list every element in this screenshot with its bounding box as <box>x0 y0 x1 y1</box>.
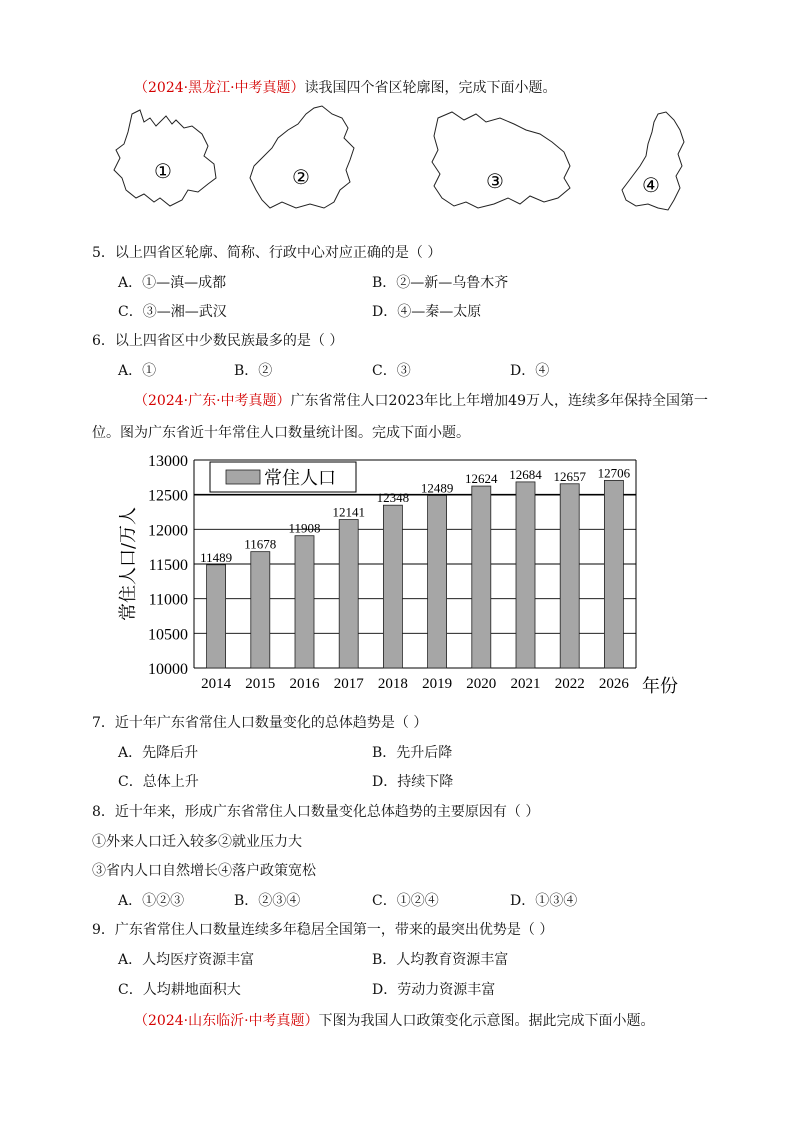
bar <box>472 486 491 668</box>
intro-text: 读我国四个省区轮廓图，完成下面小题。 <box>304 80 557 96</box>
y-tick-label: 12500 <box>148 487 188 505</box>
y-tick-label: 11500 <box>148 557 188 574</box>
q6-option-a[interactable]: A．① <box>118 363 157 379</box>
q5-option-c[interactable]: C．③—湘—武汉 <box>118 304 227 320</box>
legend-swatch <box>226 470 260 484</box>
map-label-2: ② <box>292 165 310 189</box>
intro-3 <box>134 1011 655 1031</box>
map-label-1: ① <box>154 159 172 183</box>
intro-text: 广东省常住人口2023年比上年增加49万人，连续多年保持全国第一 <box>290 393 708 409</box>
bar <box>383 505 402 668</box>
population-bar-chart <box>108 446 688 696</box>
bar <box>560 484 579 668</box>
bar <box>516 482 535 668</box>
q5-option-b[interactable]: B．②—新—乌鲁木齐 <box>372 275 509 291</box>
province-map-1 <box>110 108 220 208</box>
x-tick-label: 2022 <box>554 676 585 692</box>
legend-label: 常住人口 <box>264 468 336 489</box>
y-axis-label: 常住人口/万人 <box>118 506 139 622</box>
x-tick-label: 2026 <box>598 676 629 692</box>
question-6-stem: 6．以上四省区中少数民族最多的是（ ） <box>92 333 344 349</box>
y-tick-label: 12000 <box>148 522 188 540</box>
y-tick-label: 10500 <box>148 626 188 644</box>
bar-data-label: 12657 <box>553 468 586 484</box>
intro-text: 下图为我国人口政策变化示意图。据此完成下面小题。 <box>318 1013 655 1029</box>
x-tick-label: 2021 <box>510 676 541 692</box>
q9-option-b[interactable]: B．人均教育资源丰富 <box>372 952 509 968</box>
q5-option-a[interactable]: A．①—滇—成都 <box>118 275 227 291</box>
province-map-3 <box>430 108 574 214</box>
bar-data-label: 11489 <box>200 549 233 565</box>
q9-option-c[interactable]: C．人均耕地面积大 <box>118 982 241 998</box>
question-9-stem: 9．广东省常住人口数量连续多年稳居全国第一，带来的最突出优势是（ ） <box>92 922 554 938</box>
question-8-stem: 8．近十年来，形成广东省常住人口数量变化总体趋势的主要原因有（ ） <box>92 804 540 820</box>
q7-option-d[interactable]: D．持续下降 <box>372 774 454 790</box>
bar-data-label: 11908 <box>288 520 321 536</box>
q8-option-b[interactable]: B．②③④ <box>234 893 301 909</box>
source-tag: （2024·山东临沂·中考真题） <box>134 1013 319 1029</box>
bar-data-label: 11678 <box>244 536 277 552</box>
intro-2 <box>134 391 708 411</box>
bar <box>207 565 226 668</box>
x-axis-label: 年份 <box>642 676 678 696</box>
y-tick-label: 13000 <box>148 453 188 470</box>
q6-option-d[interactable]: D．④ <box>510 363 550 379</box>
x-tick-label: 2017 <box>333 676 364 692</box>
source-tag: （2024·黑龙江·中考真题） <box>134 80 305 96</box>
intro-2-continued: 位。图为广东省近十年常住人口数量统计图。完成下面小题。 <box>92 425 470 441</box>
q7-option-c[interactable]: C．总体上升 <box>118 774 199 790</box>
x-tick-label: 2015 <box>245 676 276 692</box>
bar-data-label: 12624 <box>465 471 498 487</box>
question-5-stem: 5．以上四省区轮廓、简称、行政中心对应正确的是（ ） <box>92 245 442 261</box>
q9-option-a[interactable]: A．人均医疗资源丰富 <box>118 952 255 968</box>
x-tick-label: 2019 <box>422 676 453 692</box>
q6-option-b[interactable]: B．② <box>234 363 273 379</box>
q8-option-c[interactable]: C．①②④ <box>372 893 439 909</box>
y-tick-label: 10000 <box>148 661 188 678</box>
map-label-4: ④ <box>642 173 660 197</box>
bar <box>295 536 314 668</box>
q7-option-a[interactable]: A．先降后升 <box>118 745 199 761</box>
q8-statements-1: ①外来人口迁入较多②就业压力大 <box>92 834 302 850</box>
q9-option-d[interactable]: D．劳动力资源丰富 <box>372 982 496 998</box>
province-map-4 <box>618 110 690 214</box>
q5-option-d[interactable]: D．④—秦—太原 <box>372 304 482 320</box>
bar <box>604 480 623 668</box>
bar-data-label: 12141 <box>332 504 365 520</box>
bar-data-label: 12706 <box>597 465 631 481</box>
x-tick-label: 2014 <box>201 676 232 692</box>
q6-option-c[interactable]: C．③ <box>372 363 411 379</box>
bar <box>339 520 358 668</box>
map-label-3: ③ <box>486 169 504 193</box>
province-map-2 <box>248 104 358 212</box>
intro-1 <box>134 78 557 98</box>
source-tag: （2024·广东·中考真题） <box>134 393 291 409</box>
q8-option-a[interactable]: A．①②③ <box>118 893 185 909</box>
bar-data-label: 12684 <box>509 466 542 482</box>
bar-data-label: 12489 <box>420 480 454 496</box>
q8-statements-2: ③省内人口自然增长④落户政策宽松 <box>92 863 316 879</box>
x-tick-label: 2018 <box>377 676 408 692</box>
x-tick-label: 2016 <box>289 676 320 692</box>
bar-data-label: 12348 <box>376 490 410 506</box>
bar <box>428 495 447 668</box>
x-tick-label: 2020 <box>466 676 497 692</box>
q7-option-b[interactable]: B．先升后降 <box>372 745 453 761</box>
q8-option-d[interactable]: D．①③④ <box>510 893 578 909</box>
question-7-stem: 7．近十年广东省常住人口数量变化的总体趋势是（ ） <box>92 715 428 731</box>
bar <box>251 552 270 668</box>
y-tick-label: 11000 <box>148 591 188 609</box>
